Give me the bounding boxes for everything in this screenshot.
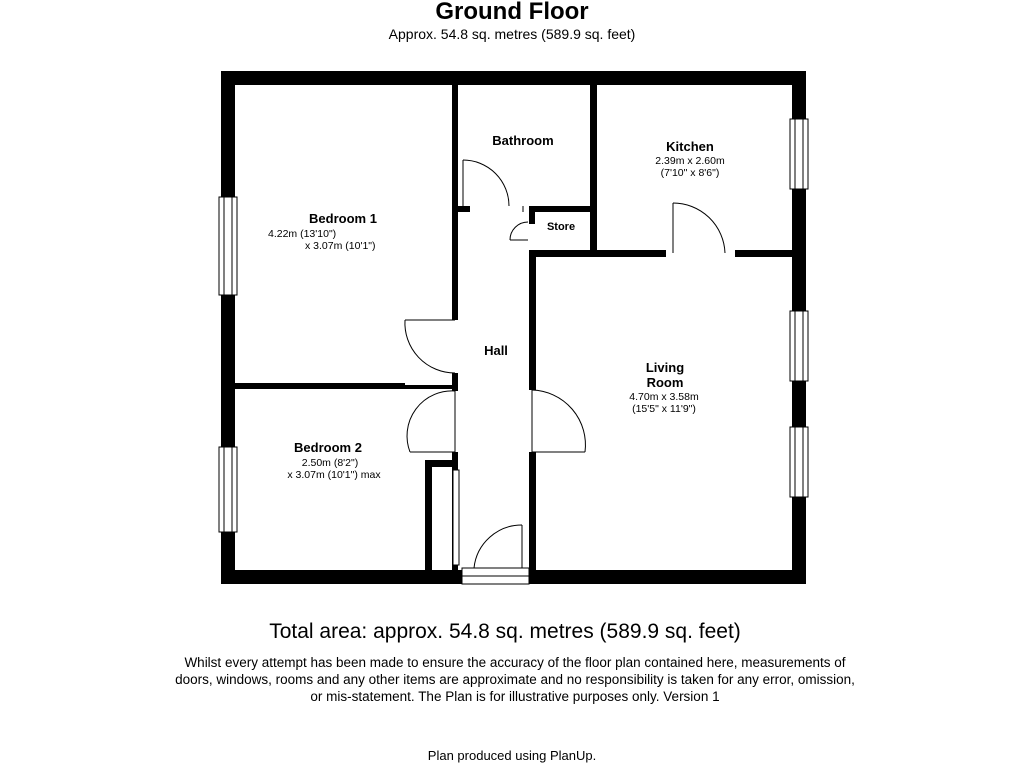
door-bedroom2 (407, 391, 455, 452)
room-label-bedroom2: Bedroom 2 (294, 440, 362, 455)
room-label-kitchen: Kitchen (666, 139, 714, 154)
room-dim-kitchen-2: (7'10" x 8'6") (660, 167, 720, 179)
window-bedroom1 (219, 197, 237, 295)
wall-hall-east-upper (529, 250, 536, 390)
room-dim-bedroom2-2: x 3.07m (10'1") max (287, 469, 381, 481)
wall-bedroom-divider (235, 383, 405, 389)
wall-bathroom-south (529, 206, 597, 212)
door-front (474, 525, 522, 568)
room-label-living-1: Living (645, 360, 685, 375)
total-area: Total area: approx. 54.8 sq. metres (589.9 sq. feet) (269, 620, 741, 643)
window-kitchen (790, 119, 808, 189)
wall-bedroom1-east (452, 85, 458, 320)
disclaimer-line: Whilst every attempt has been made to ensure the accuracy of the floor plan contained here, measurements of (184, 655, 846, 670)
room-label-living-2: Room (646, 375, 684, 390)
closet-sliding-door (453, 470, 459, 565)
door-kitchen (673, 203, 725, 253)
wall-hall-east-lower (529, 452, 536, 570)
outer-wall-bottom-left (221, 570, 462, 584)
plan-credit: Plan produced using PlanUp. (427, 748, 597, 763)
door-bedroom1 (405, 320, 455, 373)
floor-area-subtitle: Approx. 54.8 sq. metres (589.9 sq. feet) (388, 26, 636, 42)
outer-wall-top (221, 71, 806, 85)
room-dim-living-1: 4.70m x 3.58m (629, 391, 699, 403)
room-label-store: Store (546, 221, 576, 233)
wall-bathroom-east (590, 85, 597, 252)
room-dim-bedroom1-2: x 3.07m (10'1") (305, 240, 376, 252)
outer-wall-bottom-right (529, 570, 806, 584)
room-label-hall: Hall (484, 343, 508, 358)
wall-bedroom-divider-end (405, 385, 455, 389)
room-dim-kitchen-1: 2.39m x 2.60m (655, 155, 725, 167)
wall-store-west (529, 206, 535, 224)
window-living-lower (790, 427, 808, 497)
windows (219, 119, 808, 584)
room-labels (268, 133, 725, 481)
room-label-bathroom: Bathroom (492, 133, 554, 148)
room-label-bedroom1: Bedroom 1 (309, 211, 377, 226)
floor-title: Ground Floor (435, 0, 589, 25)
door-living-room (532, 390, 585, 452)
disclaimer-line: doors, windows, rooms and any other items are approximate and no responsibility is taken for any error, omission, (175, 672, 855, 687)
room-dim-bedroom2-1: 2.50m (8'2") (301, 457, 359, 469)
door-store (510, 222, 528, 240)
wall-kitchen-south-a (535, 250, 666, 257)
wall-kitchen-south-b (735, 250, 792, 257)
door-bathroom (463, 160, 523, 212)
disclaimer-line: or mis-statement. The Plan is for illustrative purposes only. Version 1 (310, 689, 720, 704)
wall-closet-west (425, 460, 432, 570)
window-bedroom2 (219, 447, 237, 532)
window-living-upper (790, 311, 808, 381)
room-dim-living-2: (15'5" x 11'9") (632, 403, 696, 415)
wall-bathroom-south-stub (458, 206, 470, 212)
room-dim-bedroom1-1: 4.22m (13'10") (268, 228, 337, 240)
disclaimer (170, 654, 860, 705)
